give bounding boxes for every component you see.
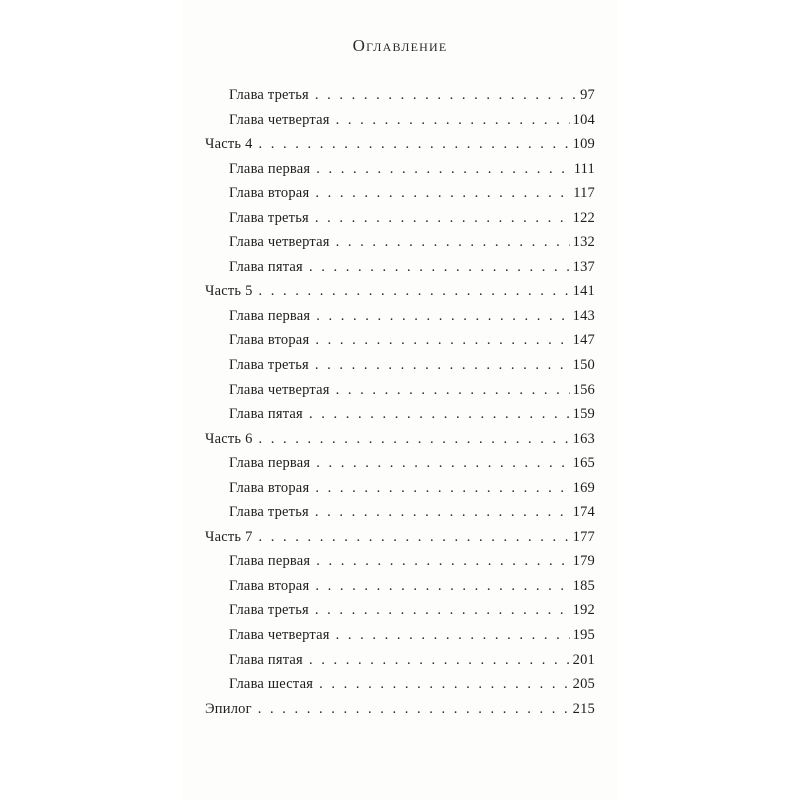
toc-chapter-entry bbox=[205, 83, 595, 108]
toc-entry-page-number: 215 bbox=[572, 700, 595, 717]
toc-entry-label: Часть 4 bbox=[205, 136, 253, 153]
toc-chapter-entry bbox=[205, 206, 595, 231]
dot-leader bbox=[315, 353, 570, 378]
toc-entry-label: Глава первая bbox=[229, 307, 311, 324]
toc-entry-page-number: 174 bbox=[572, 504, 595, 521]
toc-entry-label: Глава вторая bbox=[229, 332, 310, 349]
dot-leader bbox=[315, 206, 570, 231]
dot-leader bbox=[336, 108, 570, 133]
toc-entry-label: Глава четвертая bbox=[229, 381, 330, 398]
toc-entry-label: Глава третья bbox=[229, 357, 309, 374]
toc-part-entry bbox=[205, 427, 595, 452]
dot-leader bbox=[315, 476, 569, 501]
toc-part-entry bbox=[205, 697, 595, 722]
toc-part-entry bbox=[205, 279, 595, 304]
dot-leader bbox=[315, 181, 570, 206]
toc-entry-page-number: 137 bbox=[572, 258, 595, 275]
toc-chapter-entry bbox=[205, 328, 595, 353]
toc-entry-label: Глава пятая bbox=[229, 406, 303, 423]
toc-title: Оглавление bbox=[352, 36, 448, 55]
toc-entry-label: Глава вторая bbox=[229, 479, 310, 496]
toc-chapter-entry bbox=[205, 402, 595, 427]
toc-entry-page-number: 117 bbox=[573, 185, 595, 202]
toc-entry-page-number: 195 bbox=[572, 627, 595, 644]
toc-entry-label: Глава пятая bbox=[229, 651, 303, 668]
toc-entry-label: Глава первая bbox=[229, 455, 311, 472]
dot-leader bbox=[259, 525, 570, 550]
toc-entry-page-number: 201 bbox=[572, 651, 595, 668]
toc-entry-label: Часть 6 bbox=[205, 430, 253, 447]
dot-leader bbox=[316, 549, 569, 574]
toc-entry-page-number: 205 bbox=[572, 676, 595, 693]
toc-chapter-entry bbox=[205, 574, 595, 599]
toc-entry-label: Глава третья bbox=[229, 602, 309, 619]
toc-entry-label: Эпилог bbox=[205, 700, 252, 717]
toc-entry-page-number: 192 bbox=[572, 602, 595, 619]
toc-entry-page-number: 156 bbox=[572, 381, 595, 398]
toc-entry-label: Глава пятая bbox=[229, 258, 303, 275]
toc-entry-page-number: 104 bbox=[572, 111, 595, 128]
dot-leader bbox=[259, 427, 570, 452]
toc-entry-page-number: 147 bbox=[572, 332, 595, 349]
dot-leader bbox=[258, 697, 570, 722]
toc-chapter-entry bbox=[205, 549, 595, 574]
toc-entry-page-number: 169 bbox=[572, 479, 595, 496]
toc-entry-label: Глава третья bbox=[229, 504, 309, 521]
toc-entry-page-number: 132 bbox=[572, 234, 595, 251]
toc-chapter-entry bbox=[205, 181, 595, 206]
toc-chapter-entry bbox=[205, 623, 595, 648]
toc-entry-page-number: 165 bbox=[572, 455, 595, 472]
toc-entry-label: Глава четвертая bbox=[229, 627, 330, 644]
dot-leader bbox=[336, 378, 570, 403]
toc-entry-page-number: 122 bbox=[572, 209, 595, 226]
toc-entry-page-number: 109 bbox=[572, 136, 595, 153]
toc-entry-label: Глава четвертая bbox=[229, 111, 330, 128]
toc-entry-page-number: 97 bbox=[580, 87, 595, 103]
toc-part-entry bbox=[205, 525, 595, 550]
toc-chapter-entry bbox=[205, 108, 595, 133]
dot-leader bbox=[259, 279, 570, 304]
toc-entry-label: Глава первая bbox=[229, 553, 311, 570]
toc-entry-page-number: 141 bbox=[572, 283, 595, 300]
toc-entry-page-number: 111 bbox=[573, 160, 595, 177]
toc-entry-label: Глава третья bbox=[229, 87, 309, 103]
dot-leader bbox=[309, 255, 570, 280]
toc-entry-label: Глава вторая bbox=[229, 185, 310, 202]
dot-leader bbox=[319, 672, 570, 697]
toc-chapter-entry bbox=[205, 304, 595, 329]
toc-chapter-entry bbox=[205, 476, 595, 501]
toc-list bbox=[205, 83, 595, 721]
toc-chapter-entry bbox=[205, 378, 595, 403]
toc-chapter-entry bbox=[205, 672, 595, 697]
toc-entry-page-number: 159 bbox=[572, 406, 595, 423]
toc-entry-label: Часть 5 bbox=[205, 283, 253, 300]
toc-chapter-entry bbox=[205, 157, 595, 182]
toc-chapter-entry bbox=[205, 353, 595, 378]
toc-entry-page-number: 179 bbox=[572, 553, 595, 570]
toc-entry-label: Часть 7 bbox=[205, 528, 253, 545]
dot-leader bbox=[315, 83, 577, 108]
toc-chapter-entry bbox=[205, 255, 595, 280]
dot-leader bbox=[315, 500, 570, 525]
dot-leader bbox=[316, 304, 569, 329]
toc-entry-label: Глава третья bbox=[229, 209, 309, 226]
dot-leader bbox=[316, 157, 570, 182]
toc-part-entry bbox=[205, 132, 595, 157]
dot-leader bbox=[309, 648, 570, 673]
dot-leader bbox=[259, 132, 570, 157]
toc-entry-label: Глава первая bbox=[229, 160, 311, 177]
toc-entry-page-number: 163 bbox=[572, 430, 595, 447]
toc-chapter-entry bbox=[205, 230, 595, 255]
toc-entry-page-number: 185 bbox=[572, 577, 595, 594]
dot-leader bbox=[315, 598, 570, 623]
toc-entry-page-number: 150 bbox=[572, 357, 595, 374]
toc-chapter-entry bbox=[205, 598, 595, 623]
toc-chapter-entry bbox=[205, 648, 595, 673]
toc-entry-label: Глава вторая bbox=[229, 577, 310, 594]
toc-entry-page-number: 143 bbox=[572, 307, 595, 324]
toc-entry-label: Глава четвертая bbox=[229, 234, 330, 251]
toc-chapter-entry bbox=[205, 500, 595, 525]
toc-entry-label: Глава шестая bbox=[229, 676, 314, 693]
dot-leader bbox=[336, 623, 570, 648]
toc-chapter-entry bbox=[205, 451, 595, 476]
dot-leader bbox=[316, 451, 569, 476]
dot-leader bbox=[315, 328, 569, 353]
dot-leader bbox=[309, 402, 570, 427]
dot-leader bbox=[315, 574, 569, 599]
toc-entry-page-number: 177 bbox=[572, 528, 595, 545]
dot-leader bbox=[336, 230, 570, 255]
